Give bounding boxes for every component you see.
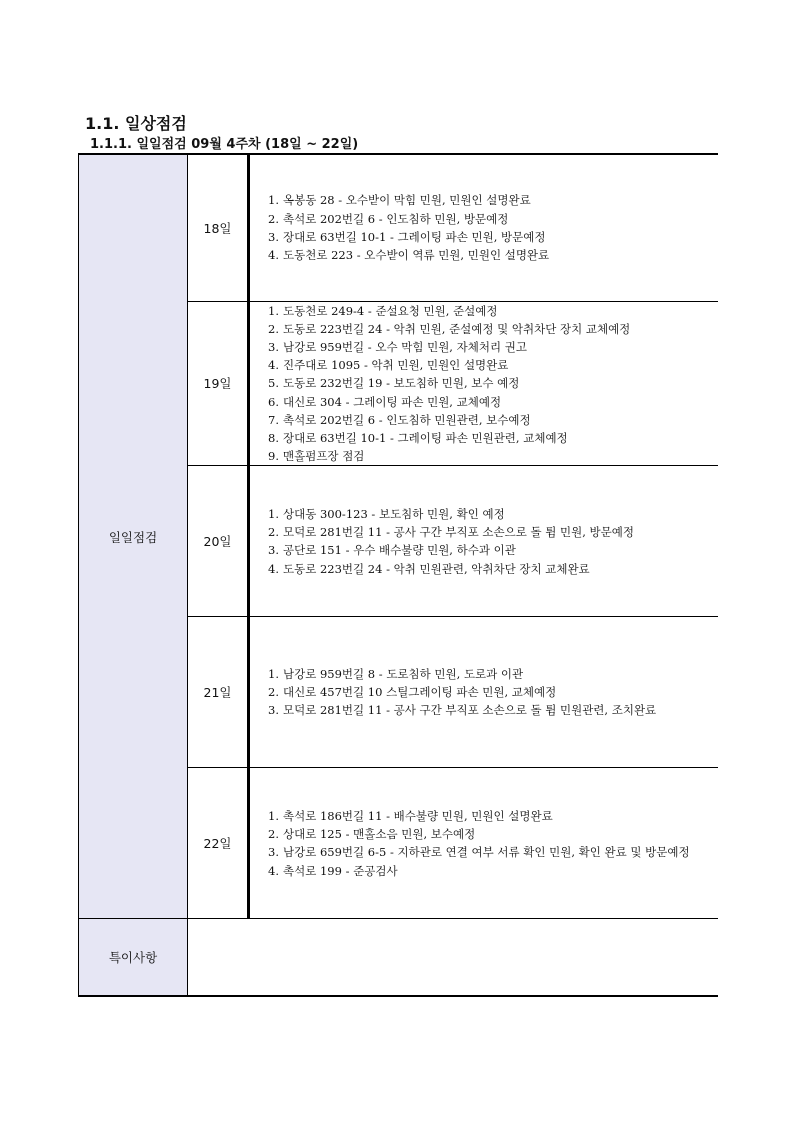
day-label: 20일 [188,466,249,617]
list-item: 9. 맨홀펌프장 점검 [268,449,365,464]
daily-inspection-table [78,153,718,997]
list-item: 1. 촉석로 186번길 11 - 배수불량 민원, 민원인 설명완료 [268,808,553,823]
day-content [249,301,718,466]
list-item: 1. 상대동 300-123 - 보도침하 민원, 확인 예정 [268,506,505,521]
list-item: 3. 남강로 659번길 6-5 - 지하관로 연결 여부 서류 확인 민원, 확인 완료 및 방문예정 [268,845,690,860]
subsection-heading: 1.1.1. 일일점검 09월 4주차 (18일 ~ 22일) [90,137,359,152]
list-item: 1. 도동천로 249-4 - 준설요청 민원, 준설예정 [268,303,498,318]
list-item: 4. 도동로 223번길 24 - 악취 민원관련, 악취차단 장치 교체완료 [268,561,590,576]
section-heading: 1.1. 일상점검 [85,114,187,133]
list-item: 4. 도동천로 223 - 오수받이 역류 민원, 민원인 설명완료 [268,247,550,262]
list-item: 2. 대신로 457번길 10 스틸그레이팅 파손 민원, 교체예정 [268,685,557,700]
notes-label: 특이사항 [79,919,188,996]
item-list [268,191,714,264]
list-item: 3. 장대로 63번길 10-1 - 그레이팅 파손 민원, 방문예정 [268,229,546,244]
table-row [79,154,718,301]
category-label: 일일점검 [79,154,188,919]
list-item: 3. 모덕로 281번길 11 - 공사 구간 부직포 소손으로 돌 튐 민원관련, 조치완료 [268,703,657,718]
day-label: 21일 [188,617,249,768]
day-content [249,154,718,301]
day-label: 19일 [188,301,249,466]
item-list [268,807,714,880]
list-item: 2. 상대로 125 - 맨홀소음 민원, 보수예정 [268,827,476,842]
list-item: 2. 모덕로 281번길 11 - 공사 구간 부직포 소손으로 돌 튐 민원, 방문예정 [268,525,634,540]
list-item: 4. 진주대로 1095 - 악취 민원, 민원인 설명완료 [268,358,509,373]
day-label: 22일 [188,768,249,919]
list-item: 1. 남강로 959번길 8 - 도로침하 민원, 도로과 이관 [268,667,524,682]
item-list [268,665,714,720]
notes-content [188,919,718,996]
list-item: 3. 공단로 151 - 우수 배수불량 민원, 하수과 이관 [268,543,516,558]
day-content [249,768,718,919]
list-item: 5. 도동로 232번길 19 - 보도침하 민원, 보수 예정 [268,376,520,391]
day-content [249,466,718,617]
table-row [79,919,718,996]
list-item: 2. 촉석로 202번길 6 - 인도침하 민원, 방문예정 [268,211,509,226]
day-label: 18일 [188,154,249,301]
item-list [268,505,714,578]
list-item: 8. 장대로 63번길 10-1 - 그레이팅 파손 민원관련, 교체예정 [268,430,568,445]
list-item: 3. 남강로 959번길 - 오수 막힘 민원, 자체처리 권고 [268,339,527,354]
day-content [249,617,718,768]
list-item: 1. 옥봉동 28 - 오수받이 막힘 민원, 민원인 설명완료 [268,193,531,208]
list-item: 7. 촉석로 202번길 6 - 인도침하 민원관련, 보수예정 [268,412,531,427]
item-list [268,302,714,466]
list-item: 2. 도동로 223번길 24 - 악취 민원, 준설예정 및 악취차단 장치 교체예정 [268,321,631,336]
list-item: 6. 대신로 304 - 그레이팅 파손 민원, 교체예정 [268,394,502,409]
list-item: 4. 촉석로 199 - 준공검사 [268,863,398,878]
